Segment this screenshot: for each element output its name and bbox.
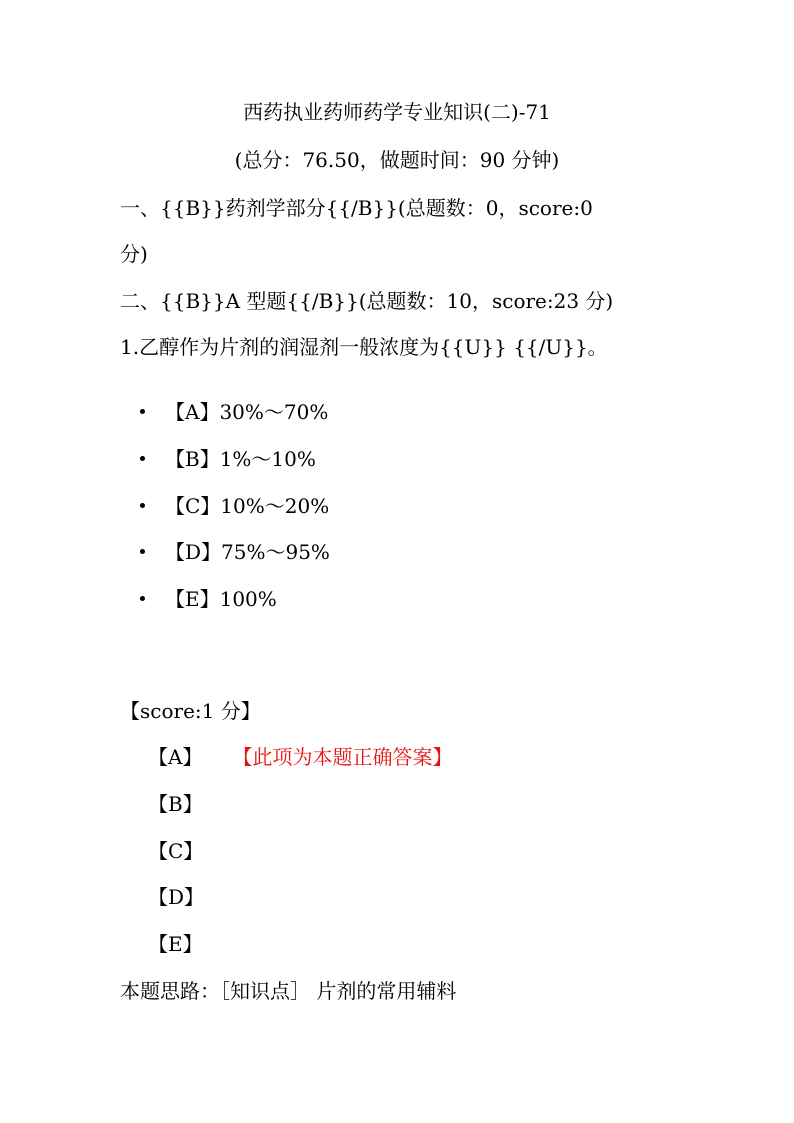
answer-label: 【E】 bbox=[148, 932, 203, 956]
option-label: 【B】1%～10% bbox=[165, 447, 316, 471]
question-text: 1.乙醇作为片剂的润湿剂一般浓度为{{U}} {{/U}}。 bbox=[120, 335, 608, 359]
option-item bbox=[140, 585, 277, 613]
section-1-heading: 一、{{B}}药剂学部分{{/B}}(总题数：0，score:0 bbox=[120, 196, 593, 220]
bullet-icon bbox=[140, 596, 145, 601]
option-label: 【C】10%～20% bbox=[165, 494, 330, 518]
answer-row bbox=[148, 883, 204, 911]
option-item bbox=[140, 492, 329, 520]
option-item bbox=[140, 398, 328, 426]
option-label: 【D】75%～95% bbox=[165, 540, 330, 564]
analysis-text: 本题思路：［知识点］ 片剂的常用辅料 bbox=[120, 979, 457, 1003]
correct-answer-note: 【此项为本题正确答案】 bbox=[242, 745, 453, 769]
option-label: 【E】100% bbox=[165, 587, 277, 611]
bullet-icon bbox=[140, 409, 145, 414]
bullet-icon bbox=[140, 456, 145, 461]
answer-label: 【B】 bbox=[148, 792, 203, 816]
bullet-icon bbox=[140, 503, 145, 508]
answer-row bbox=[148, 743, 452, 771]
section-2-heading: 二、{{B}}A 型题{{/B}}(总题数：10，score:23 分) bbox=[120, 289, 614, 313]
answer-label: 【C】 bbox=[148, 839, 204, 863]
option-label: 【A】30%～70% bbox=[165, 400, 329, 424]
answer-label: 【D】 bbox=[148, 885, 205, 909]
bullet-icon bbox=[140, 549, 145, 554]
answer-row bbox=[148, 837, 203, 865]
answer-row bbox=[148, 930, 203, 958]
page-subtitle: (总分：76.50，做题时间：90 分钟) bbox=[234, 148, 560, 172]
answer-label: 【A】 bbox=[148, 745, 203, 769]
page-title: 西药执业药师药学专业知识(二)-71 bbox=[243, 100, 551, 124]
section-1-heading-cont: 分) bbox=[120, 242, 148, 266]
score-label: 【score:1 分】 bbox=[120, 699, 261, 723]
option-item bbox=[140, 445, 316, 473]
option-item bbox=[140, 538, 330, 566]
answer-row bbox=[148, 790, 203, 818]
